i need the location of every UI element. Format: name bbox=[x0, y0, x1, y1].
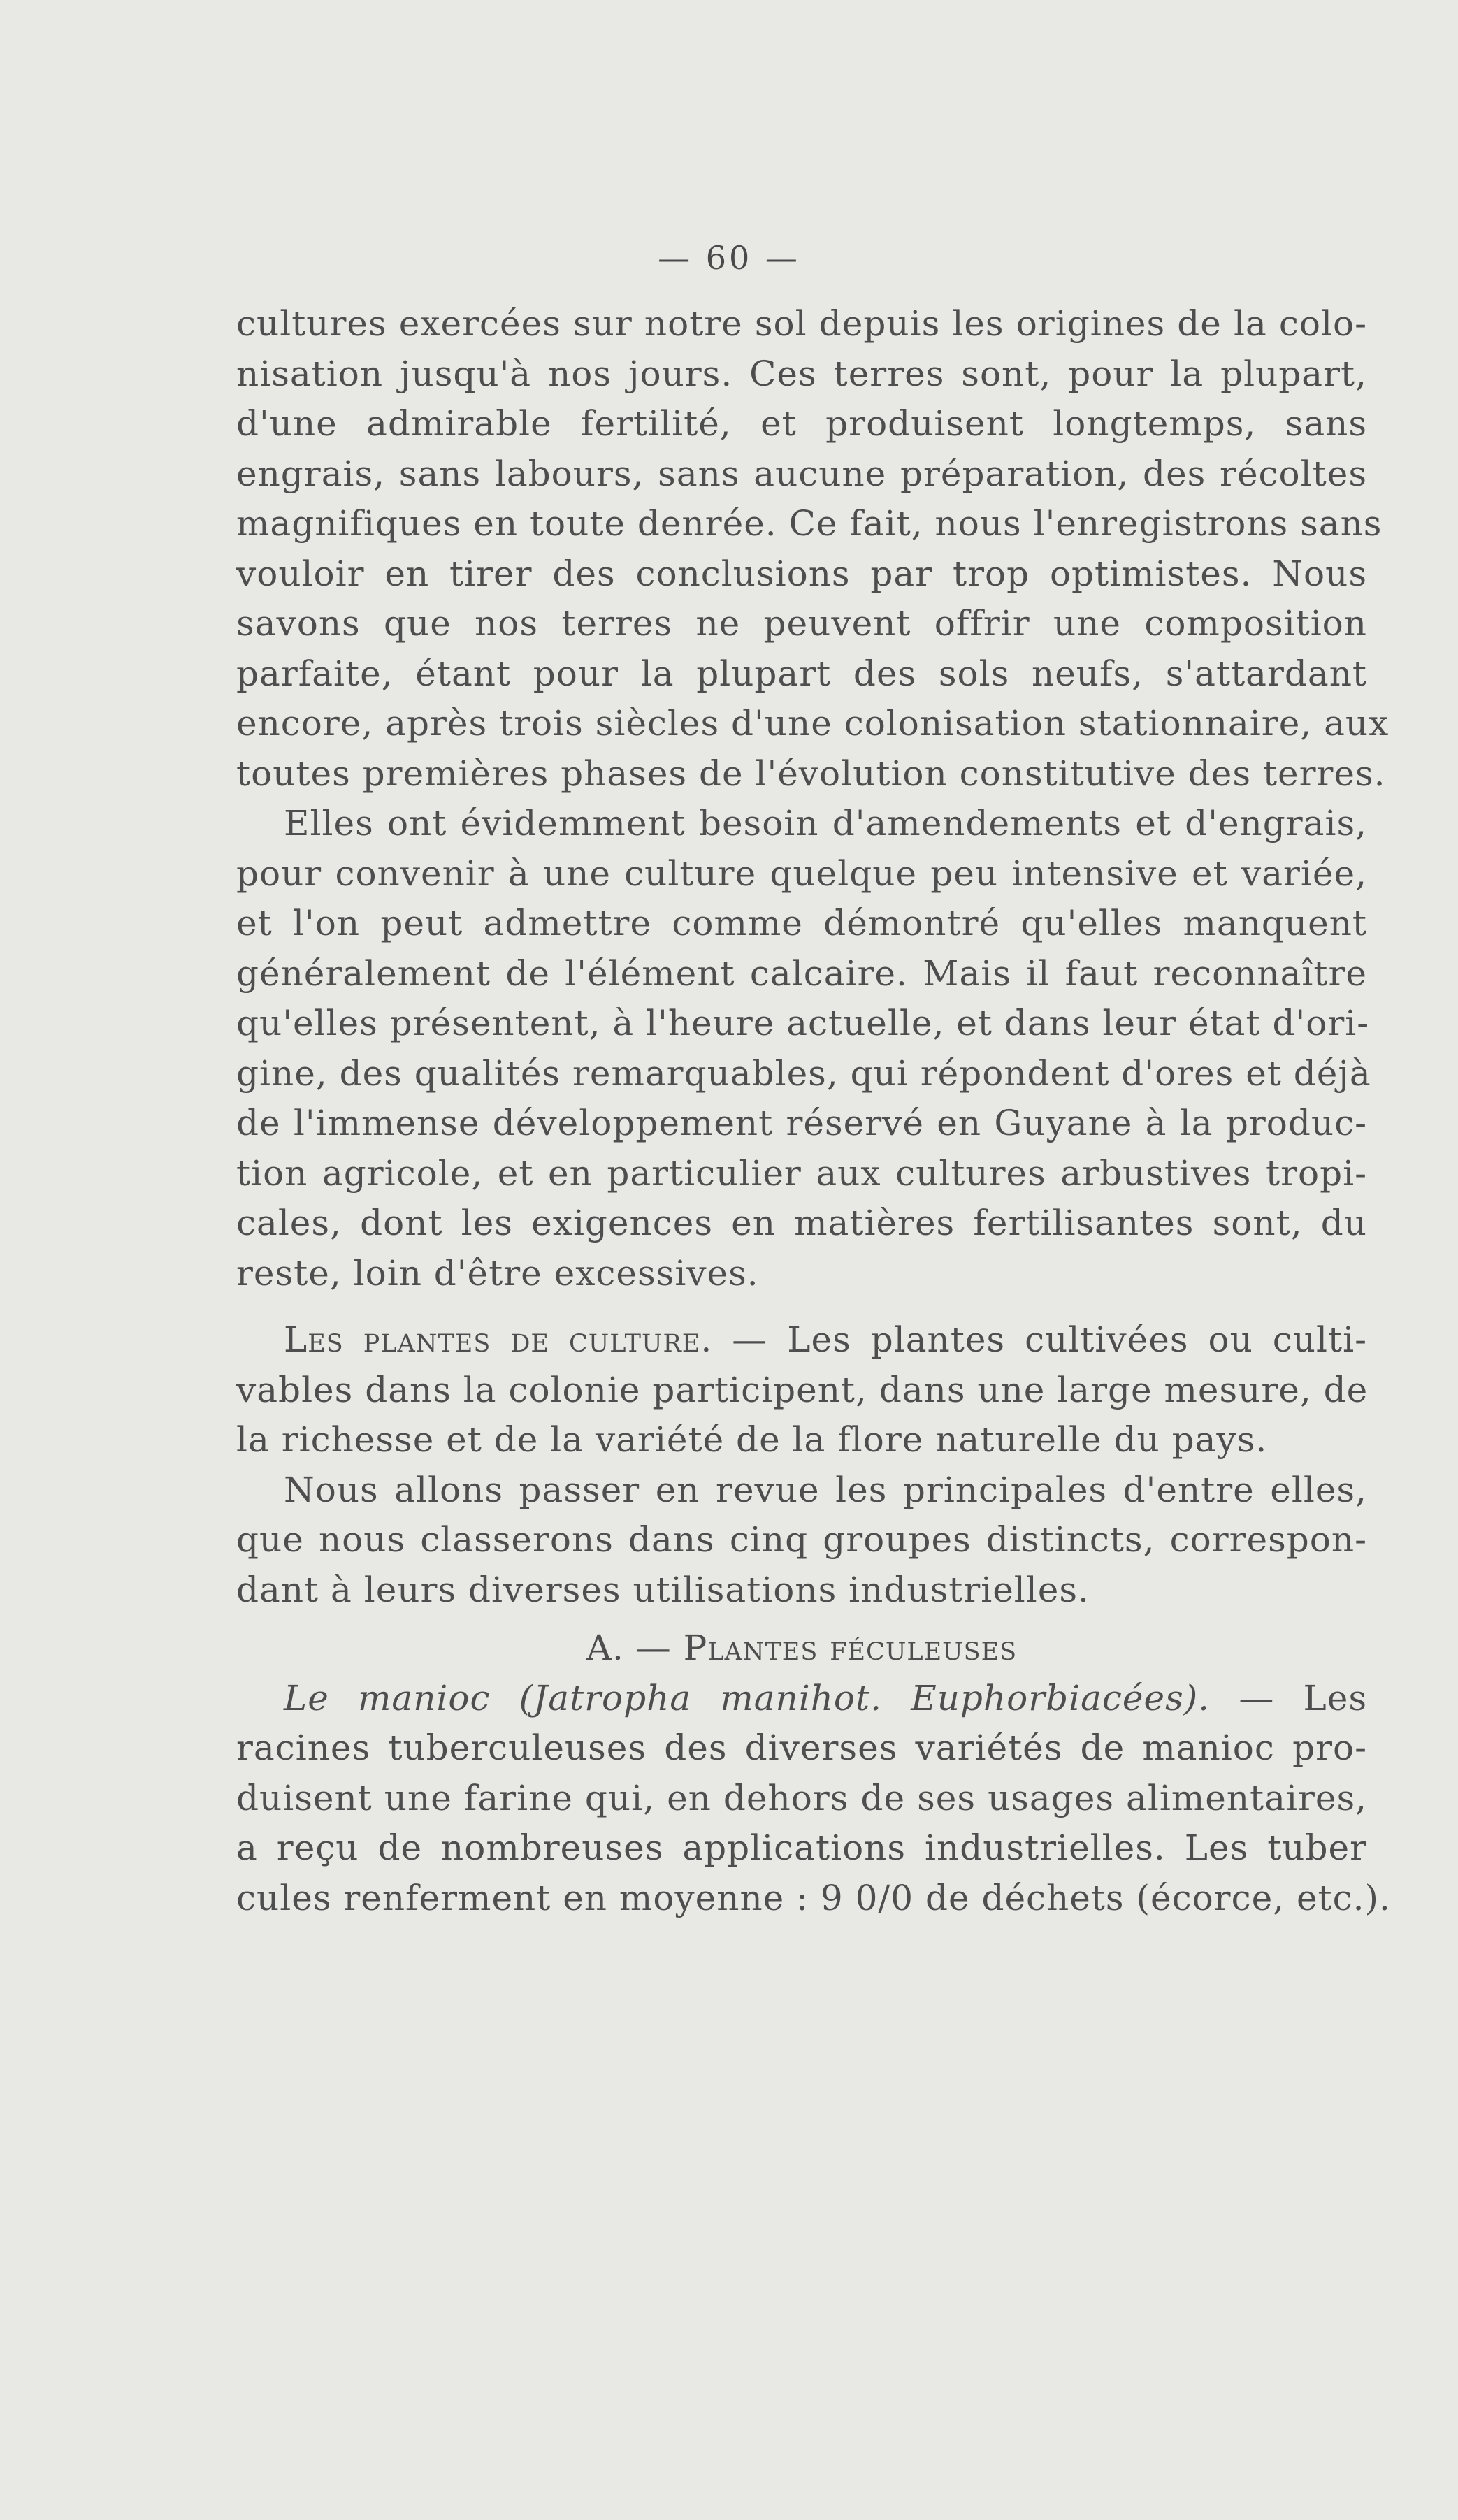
subheading bbox=[236, 1623, 1367, 1674]
text-line: parfaite, étant pour la plupart des sols neufs, s'attardant bbox=[236, 653, 1367, 694]
text-line: la richesse et de la variété de la flore naturelle du pays. bbox=[236, 1419, 1268, 1460]
section-heading-line bbox=[236, 1315, 1367, 1366]
text-line: reste, loin d'être excessives. bbox=[236, 1252, 759, 1294]
text-line: et l'on peut admettre comme démontré qu'elles manquent bbox=[236, 903, 1367, 943]
subheading-letter: A. — bbox=[586, 1628, 672, 1668]
text-line: d'une admirable fertilité, et produisent longtemps, sans bbox=[236, 403, 1367, 444]
text-line: toutes premières phases de l'évolution constitutive des terres. bbox=[236, 753, 1386, 794]
text-line: engrais, sans labours, sans aucune préparation, des récoltes bbox=[236, 453, 1367, 494]
text-line: vables dans la colonie participent, dans une large mesure, de bbox=[236, 1369, 1369, 1410]
text-line: racines tuberculeuses des diverses variétés de manioc pro- bbox=[236, 1728, 1367, 1768]
text-line: dant à leurs diverses utilisations industrielles. bbox=[236, 1569, 1090, 1610]
text-line: que nous classerons dans cinq groupes distincts, correspon- bbox=[236, 1519, 1367, 1560]
text-line: qu'elles présentent, à l'heure actuelle, et dans leur état d'ori- bbox=[236, 1003, 1370, 1043]
text-line: tion agricole, et en particulier aux cultures arbustives tropi- bbox=[236, 1152, 1367, 1194]
manioc-heading-line bbox=[236, 1674, 1367, 1724]
text-line: savons que nos terres ne peuvent offrir une composition bbox=[236, 603, 1367, 644]
text-line: vouloir en tirer des conclusions par trop optimistes. Nous bbox=[236, 553, 1367, 594]
text-line: pour convenir à une culture quelque peu intensive et variée, bbox=[236, 853, 1367, 894]
text-line: nisation jusqu'à nos jours. Ces terres sont, pour la plupart, bbox=[236, 353, 1367, 394]
section-heading: Les plantes de culture. bbox=[284, 1319, 713, 1360]
text-line: duisent une farine qui, en dehors de ses usages alimentaires, bbox=[236, 1777, 1367, 1818]
subheading-title: Plantes féculeuses bbox=[683, 1628, 1018, 1668]
text-line: gine, des qualités remarquables, qui répondent d'ores et déjà bbox=[236, 1052, 1371, 1094]
manioc-rest: — Les bbox=[1239, 1677, 1367, 1718]
text-line: encore, après trois siècles d'une colonisation stationnaire, aux bbox=[236, 703, 1390, 744]
text-line: cules renferment en moyenne : 9 0/0 de déchets (écorce, etc.). bbox=[236, 1877, 1391, 1918]
text-line: de l'immense développement réservé en Guyane à la produc- bbox=[236, 1103, 1367, 1143]
body-text bbox=[236, 299, 1391, 1923]
text-line: cales, dont les exigences en matières fertilisantes sont, du bbox=[236, 1203, 1367, 1243]
text-line: généralement de l'élément calcaire. Mais il faut reconnaître bbox=[236, 953, 1367, 994]
text-line: Nous allons passer en revue les principales d'entre elles, bbox=[284, 1469, 1367, 1510]
text-line: a reçu de nombreuses applications industrielles. Les tuber bbox=[236, 1827, 1367, 1868]
text-line: magnifiques en toute denrée. Ce fait, nous l'enregistrons sans bbox=[236, 503, 1383, 544]
text-line: Elles ont évidemment besoin d'amendements et d'engrais, bbox=[284, 803, 1367, 843]
page-number: — 60 — bbox=[658, 239, 800, 277]
text-line: cultures exercées sur notre sol depuis les origines de la colo- bbox=[236, 303, 1367, 344]
manioc-title: Le manioc (Jatropha manihot. Euphorbiacées). bbox=[284, 1677, 1211, 1718]
section-text: — Les plantes cultivées ou culti- bbox=[732, 1319, 1367, 1360]
